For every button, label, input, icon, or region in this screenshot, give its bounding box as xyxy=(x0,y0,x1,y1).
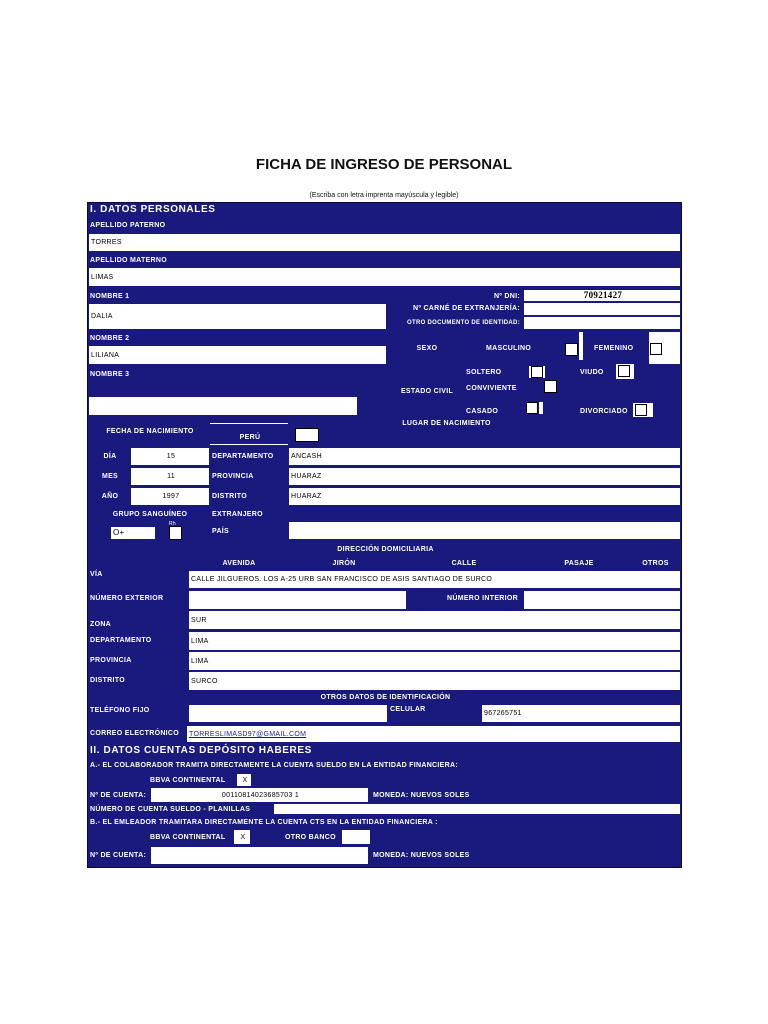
via-field[interactable]: CALLE JILGUEROS. LOS A-25 URB SAN FRANCISCO DE ASIS SANTIAGO DE SURCO xyxy=(188,570,681,589)
numero-exterior-field[interactable] xyxy=(188,590,407,610)
departamento-nac-label: DEPARTAMENTO xyxy=(212,452,274,460)
distrito-nac-field[interactable]: HUARAZ xyxy=(288,487,681,506)
departamento-dir-field[interactable]: LIMA xyxy=(188,631,681,651)
lugar-nacimiento-label: LUGAR DE NACIMIENTO xyxy=(402,419,491,427)
casado-cell xyxy=(538,401,544,415)
divorciado-checkbox[interactable] xyxy=(635,404,647,416)
distrito-nac-label: DISTRITO xyxy=(212,492,247,500)
jiron-label: JIRÓN xyxy=(332,559,356,567)
anio-label: AÑO xyxy=(101,492,119,500)
soltero-checkbox[interactable] xyxy=(531,366,543,378)
anio-field[interactable]: 1997 xyxy=(130,487,210,506)
soltero-label: SOLTERO xyxy=(466,368,502,376)
provincia-dir-field[interactable]: LIMA xyxy=(188,651,681,671)
otro-banco-label: OTRO BANCO xyxy=(285,833,336,841)
nombre3-field[interactable] xyxy=(88,396,358,416)
celular-label: CELULAR xyxy=(390,705,426,713)
divorciado-label: DIVORCIADO xyxy=(580,407,628,415)
celular-field[interactable]: 967265751 xyxy=(481,704,681,723)
zona-field[interactable]: SUR xyxy=(188,610,681,630)
dia-field[interactable]: 15 xyxy=(130,447,210,466)
b-instruction: B.- EL EMLEADOR TRAMITARA DIRECTAMENTE LA CUENTA CTS EN LA ENTIDAD FINANCIERA : xyxy=(90,818,438,826)
bbva-b-label: BBVA CONTINENTAL xyxy=(150,833,226,841)
distrito-dir-field[interactable]: SURCO xyxy=(188,671,681,691)
numero-exterior-label: NÚMERO EXTERIOR xyxy=(90,595,164,602)
section-1-heading: I. DATOS PERSONALES xyxy=(90,204,216,215)
conviviente-checkbox[interactable] xyxy=(544,380,557,393)
casado-label: CASADO xyxy=(466,407,499,415)
telefono-label: TELÉFONO FIJO xyxy=(90,706,150,714)
provincia-nac-label: PROVINCIA xyxy=(212,472,254,480)
grupo-sanguineo-label: GRUPO SANGUÍNEO xyxy=(112,510,188,518)
sexo-label: SEXO xyxy=(416,344,438,352)
otro-doc-label: OTRO DOCUMENTO DE IDENTIDAD: xyxy=(407,320,520,326)
identificacion-heading: OTROS DATOS DE IDENTIFICACIÓN xyxy=(320,693,451,701)
conviviente-label: CONVIVIENTE xyxy=(466,384,517,392)
section-2-heading: II. DATOS CUENTAS DEPÓSITO HABERES xyxy=(90,745,312,756)
otros-label: OTROS xyxy=(642,559,669,567)
correo-field[interactable] xyxy=(186,725,681,743)
peru-label: PERÚ xyxy=(239,433,261,441)
estado-civil-label: ESTADO CIVIL xyxy=(400,387,454,395)
a-instruction: A.- EL COLABORADOR TRAMITA DIRECTAMENTE LA CUENTA SUELDO EN LA ENTIDAD FINANCIERA: xyxy=(90,762,458,769)
rh-field[interactable] xyxy=(169,526,182,540)
grupo-sanguineo-field[interactable]: O+ xyxy=(110,526,156,540)
viudo-label: VIUDO xyxy=(580,368,604,376)
via-label: VÍA xyxy=(90,570,103,578)
viudo-checkbox[interactable] xyxy=(618,365,630,377)
bbva-b-mark[interactable]: X xyxy=(233,829,251,845)
rh-label: Rh xyxy=(169,520,176,527)
masculino-checkbox[interactable] xyxy=(565,343,578,356)
numero-interior-field[interactable] xyxy=(523,590,681,610)
dia-label: DÍA xyxy=(103,452,117,460)
nombre2-field[interactable]: LILIANA xyxy=(88,345,387,365)
moneda-b-label: MONEDA: NUEVOS SOLES xyxy=(373,851,470,859)
femenino-label: FEMENINO xyxy=(594,344,634,352)
cuenta-b-field[interactable] xyxy=(150,846,369,865)
nombre1-field[interactable]: DALIA xyxy=(88,303,387,330)
otro-doc-field[interactable] xyxy=(523,316,681,330)
nombre3-label: NOMBRE 3 xyxy=(90,370,130,378)
departamento-nac-field[interactable]: ANCASH xyxy=(288,447,681,466)
cuenta-a-label: Nº DE CUENTA: xyxy=(90,791,147,799)
page-subtitle: (Escriba con letra imprenta mayúscula y legible) xyxy=(309,192,459,199)
bbva-a-label: BBVA CONTINENTAL xyxy=(150,776,226,784)
carne-label: Nº CARNÉ DE EXTRANJERÍA: xyxy=(413,305,520,312)
dni-label: Nº DNI: xyxy=(493,292,520,300)
cuenta-b-label: Nº DE CUENTA: xyxy=(90,851,147,859)
nombre1-label: NOMBRE 1 xyxy=(90,292,130,300)
pais-field[interactable] xyxy=(288,521,681,540)
cuenta-a-field[interactable]: 00110814023685703 1 xyxy=(150,787,369,803)
correo-label: CORREO ELECTRÓNICO xyxy=(90,729,180,737)
carne-field[interactable] xyxy=(523,302,681,316)
avenida-label: AVENIDA xyxy=(222,559,256,567)
apellido-paterno-label: APELLIDO PATERNO xyxy=(90,221,166,229)
casado-checkbox[interactable] xyxy=(526,402,538,414)
correo-link[interactable]: TORRESLIMASD97@GMAIL.COM xyxy=(189,730,307,738)
direccion-heading: DIRECCIÓN DOMICILIARIA xyxy=(337,545,434,553)
fecha-nacimiento-label: FECHA DE NACIMIENTO xyxy=(106,427,194,435)
extranjero-label: EXTRANJERO xyxy=(212,510,263,518)
departamento-dir-label: DEPARTAMENTO xyxy=(90,636,152,644)
provincia-nac-field[interactable]: HUARAZ xyxy=(288,467,681,486)
otro-banco-field[interactable] xyxy=(341,829,371,845)
apellido-materno-label: APELLIDO MATERNO xyxy=(90,256,168,264)
pasaje-label: PASAJE xyxy=(564,559,594,567)
telefono-field[interactable] xyxy=(188,704,388,723)
mes-label: MES xyxy=(101,472,119,480)
masculino-cell xyxy=(578,331,584,361)
apellido-paterno-field[interactable]: TORRES xyxy=(88,233,681,252)
zona-label: ZONA xyxy=(90,620,112,628)
planillas-label: NÚMERO DE CUENTA SUELDO - PLANILLAS xyxy=(90,805,251,813)
extranjero-row xyxy=(288,506,681,520)
planillas-field[interactable] xyxy=(273,803,681,815)
page-title: FICHA DE INGRESO DE PERSONAL xyxy=(255,156,513,173)
distrito-dir-label: DISTRITO xyxy=(90,676,125,684)
moneda-a-label: MONEDA: NUEVOS SOLES xyxy=(373,791,470,799)
personnel-form xyxy=(87,202,682,868)
nombre2-label: NOMBRE 2 xyxy=(90,334,130,342)
apellido-materno-field[interactable]: LIMAS xyxy=(88,267,681,287)
pais-label: PAÍS xyxy=(212,527,230,535)
bbva-a-mark[interactable]: X xyxy=(236,773,252,787)
dni-field[interactable]: 70921427 xyxy=(523,289,681,302)
provincia-dir-label: PROVINCIA xyxy=(90,656,132,664)
calle-label: CALLE xyxy=(451,559,477,567)
numero-interior-label: NÚMERO INTERIOR xyxy=(447,595,518,602)
femenino-checkbox[interactable] xyxy=(650,343,662,355)
mes-field[interactable]: 11 xyxy=(130,467,210,486)
masculino-label: MASCULINO xyxy=(486,344,532,352)
peru-checkbox[interactable] xyxy=(295,428,319,442)
